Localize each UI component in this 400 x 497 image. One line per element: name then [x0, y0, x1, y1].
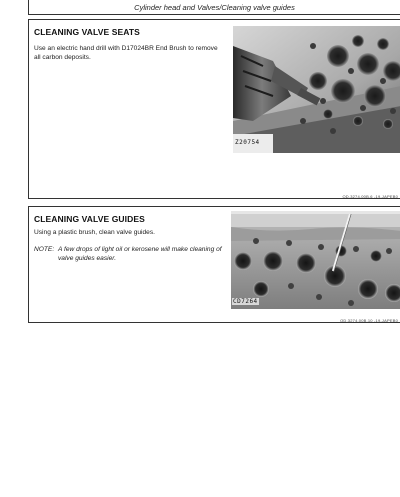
section-cleaning-valve-seats [28, 19, 400, 199]
section-body: Using a plastic brush, clean valve guides. [34, 229, 155, 236]
header-title: Cylinder head and Valves/Cleaning valve guides [134, 3, 295, 12]
note [34, 246, 224, 263]
section-title: CLEANING VALVE SEATS [34, 27, 140, 37]
section-body: Use an electric hand drill with D17024BR End Brush to remove all carbon deposits. [34, 45, 218, 61]
section-cleaning-valve-guides [28, 206, 400, 323]
page-header [28, 0, 400, 15]
valve-guide-cleaning-photo [231, 211, 400, 309]
reference-code: OD.3274.00B.10 -19-JAPEB0 [340, 318, 398, 323]
note-text: A few drops of light oil or kerosene will make cleaning of valve guides easier. [58, 246, 222, 262]
figure-label: CD7264 [233, 298, 258, 305]
valve-seat-cleaning-photo [233, 26, 400, 153]
figure-label: Z20754 [235, 139, 260, 146]
reference-code: OD.3274.00B.6 -19-JAPEB0 [342, 194, 398, 199]
note-label: NOTE: [34, 246, 55, 253]
section-title: CLEANING VALVE GUIDES [34, 214, 145, 224]
